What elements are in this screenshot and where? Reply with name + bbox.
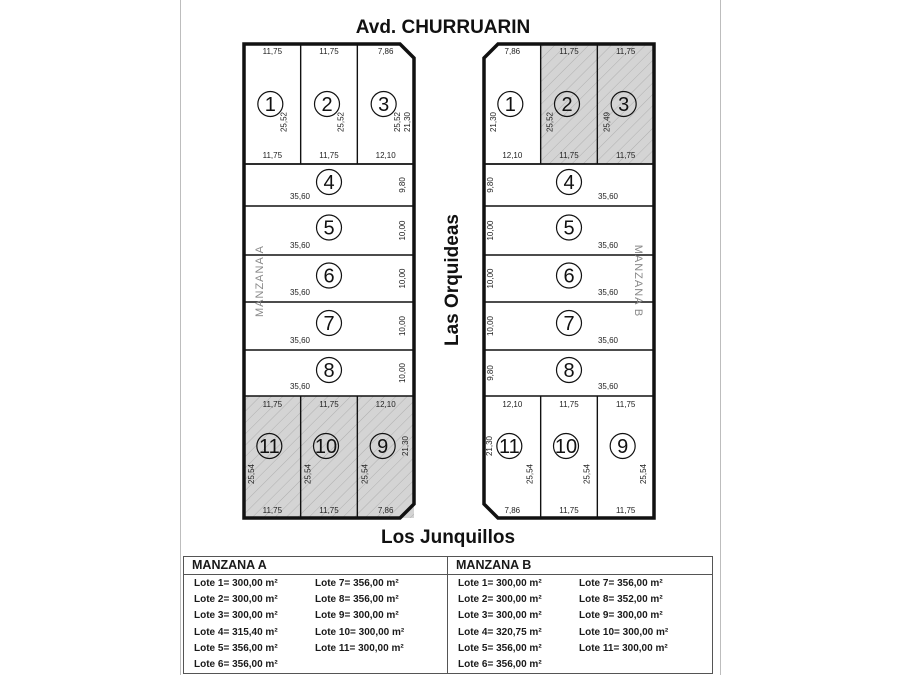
manzana-b-lot-11-side2-dim: 21,30 [485,435,494,457]
street-bottom-label: Los Junquillos [380,527,516,548]
manzana-b-lot-8-width-dim: 9,80 [486,365,495,381]
manzana-a-lot-3-top-dim: 7,86 [377,47,394,56]
street-top-label: Avd. CHURRUARIN [355,17,531,38]
legend-a-lot-area: Lote 7= 356,00 m² [315,578,399,589]
manzana-b-lot-3-bottom-dim: 11,75 [615,151,636,160]
manzana-b-lot-4-length-dim: 35,60 [597,192,619,201]
manzana-b-lot-9-badge [610,434,635,459]
manzana-a-lot-2-bottom-dim: 11,75 [319,151,339,160]
manzana-a-lot-7-badge-number: 7 [323,313,335,335]
manzana-b-lot-4 [486,170,619,202]
manzana-b-lot-11-side-dim: 25,54 [525,463,535,485]
manzana-a-lot-1-badge-number: 1 [264,94,276,116]
manzana-a-lot-3-badge-number: 3 [378,94,390,116]
manzana-b-lot-8-badge [557,358,582,383]
manzana-a-lot-8-length-dim: 35,60 [289,382,311,391]
manzana-a [244,44,414,518]
legend-manzana-a [184,557,448,673]
manzana-b-lot-2-side-dim: 25,52 [545,111,555,133]
manzana-a-lot-4-badge-number: 4 [323,172,335,194]
manzana-a-lot-4-badge [317,170,342,195]
manzana-b-lot-6-width-dim: 10,00 [486,268,495,289]
manzana-b-lot-3-top-dim: 11,75 [615,47,636,56]
manzana-b-lot-5-badge [557,215,582,240]
manzana-a-lot-7-length-dim: 35,60 [289,336,311,345]
manzana-a-lot-7-width-dim: 10,00 [398,315,407,337]
manzana-b-lot-10-side-dim: 25,54 [582,463,592,485]
manzana-a-lot-7-badge [317,311,342,336]
legend-a-lot-area: Lote 9= 300,00 m² [315,610,399,622]
manzana-a-lot-1 [258,47,289,160]
manzana-b-lot-6 [486,263,619,297]
manzana-a-lot-6-badge-number: 6 [323,265,335,288]
legend-b-lot-area: Lote 8= 352,00 m² [579,594,663,606]
manzana-a-label: MANZANA A [254,245,266,317]
manzana-b-lot-10-bottom-dim: 11,75 [559,506,579,515]
manzana-a-lot-9-side-dim: 25,54 [360,463,370,485]
manzana-b-lot-11-badge [497,434,522,459]
manzana-a-lot-10-badge [314,434,339,459]
manzana-b-lot-2 [541,44,598,164]
legend-b-lot-area: Lote 11= 300,00 m² [579,642,668,654]
legend-a-lot-area: Lote 2= 300,00 m² [194,594,278,606]
legend-a-lot-area: Lote 5= 356,00 m² [194,642,278,654]
manzana-b-lot-4-width-dim: 9,80 [486,177,495,193]
manzana-a-lot-7 [290,311,407,346]
manzana-b-lot-3 [597,44,654,164]
manzana-a-lot-2-top-dim: 11,75 [319,47,339,56]
legend-a-lot-area: Lote 6= 356,00 m² [194,659,278,670]
manzana-a-lot-11-side-dim: 25,54 [247,463,256,485]
manzana-b-lot-7-badge [557,311,582,336]
legend-a-lot-area: Lote 4= 315,40 m² [194,626,278,638]
manzana-a-lot-8-badge [317,358,342,383]
manzana-b-lot-1 [489,47,523,160]
legend-b-lot-area: Lote 5= 356,00 m² [458,642,542,654]
manzana-a-lot-6 [290,263,407,297]
manzana-a-lot-10-side-dim: 25,54 [303,463,313,485]
manzana-b-lot-11-bottom-dim: 7,86 [504,506,521,515]
manzana-a-lot-9-bottom-dim: 7,86 [377,506,394,515]
legend-a-title: MANZANA A [184,557,447,575]
manzana-a-lot-8-width-dim: 10,00 [398,362,407,384]
manzana-a-lot-1-side-dim: 25,52 [279,111,289,133]
manzana-a-lot-5-width-dim: 10,00 [398,220,407,241]
manzana-b-lot-5 [486,215,619,250]
manzana-b-lot-5-length-dim: 35,60 [597,241,619,250]
manzana-a-lot-5 [290,215,407,250]
manzana-a-lot-4 [290,170,407,202]
legend-b-lot-area: Lote 6= 356,00 m² [458,659,542,670]
manzana-b-lot-1-badge [498,92,523,117]
manzana-b-lot-5-width-dim: 10,00 [486,220,495,241]
manzana-a-lot-4-length-dim: 35,60 [289,192,311,201]
manzana-a-lot-9-badge-number: 9 [377,436,389,458]
manzana-b-lot-6-badge-number: 6 [563,265,575,288]
manzana-a-lot-11-top-dim: 11,75 [262,400,283,409]
legend-b-lot-area: Lote 3= 300,00 m² [458,610,542,622]
manzana-b-lot-8 [486,358,619,392]
street-center-label: Las Orquideas [442,214,463,346]
manzana-a-lot-5-length-dim: 35,60 [289,241,311,250]
manzana-a-lot-4-width-dim: 9,80 [398,177,407,193]
legend-b-lot-area: Lote 4= 320,75 m² [458,626,542,638]
manzana-b-lot-9 [610,400,648,515]
manzana-b-lot-4-badge [557,170,582,195]
manzana-a-lot-9 [357,396,414,518]
legend-a-lot-area: Lote 10= 300,00 m² [315,626,405,638]
manzana-b-lot-2-bottom-dim: 11,75 [559,151,579,160]
manzana-b-lot-1-bottom-dim: 12,10 [502,151,523,160]
manzana-a-lot-10 [301,396,358,518]
manzana-b-lot-9-top-dim: 11,75 [615,400,636,409]
manzana-a-lot-6-badge [317,263,342,288]
manzana-a-lot-1-top-dim: 11,75 [262,47,283,56]
manzana-a-lot-11 [244,396,301,518]
manzana-a-lot-3-side2-dim: 21,30 [403,111,412,133]
manzana-b-lot-5-badge-number: 5 [563,217,575,240]
manzana-b-lot-1-top-dim: 7,86 [504,47,521,56]
manzana-b-lot-6-badge [557,263,582,288]
manzana-a-lot-1-bottom-dim: 11,75 [262,151,283,160]
manzana-b-lot-11-badge-number: 11 [498,436,520,458]
manzana-b [484,44,654,518]
manzana-b-lot-11-top-dim: 12,10 [502,400,523,409]
manzana-a-lot-9-side2-dim: 21,30 [401,435,410,457]
legend-b-lot-area: Lote 1= 300,00 m² [458,578,542,589]
manzana-b-lot-10-badge [554,434,579,459]
manzana-b-lot-9-side-dim: 25,54 [639,463,648,485]
legend-a-lot-area: Lote 1= 300,00 m² [194,578,278,589]
manzana-a-lot-2 [315,47,346,160]
manzana-a-lot-11-badge [257,434,282,459]
legend-b-lot-area: Lote 9= 300,00 m² [579,610,663,622]
manzana-a-lot-10-badge-number: 10 [314,436,338,458]
manzana-b-lot-6-length-dim: 35,60 [597,288,619,297]
manzana-b-lot-2-top-dim: 11,75 [559,47,579,56]
legend-a-lot-area: Lote 3= 300,00 m² [194,610,278,622]
manzana-a-lot-9-top-dim: 12,10 [375,400,396,409]
manzana-b-lot-10-top-dim: 11,75 [559,400,579,409]
legend-b-lot-area: Lote 2= 300,00 m² [458,594,542,606]
manzana-b-lot-9-badge-number: 9 [617,436,629,458]
legend-b-lot-area: Lote 10= 300,00 m² [579,626,669,638]
manzana-a-lot-3-bottom-dim: 12,10 [375,151,396,160]
manzana-b-lot-3-badge-number: 3 [618,94,630,116]
manzana-b-lot-7-length-dim: 35,60 [597,336,619,345]
manzana-b-lot-11 [485,400,535,515]
manzana-a-lot-5-badge-number: 5 [323,217,335,240]
manzana-a-lot-8 [290,358,407,392]
manzana-b-lot-10 [554,400,592,515]
manzana-b-lot-8-badge-number: 8 [563,360,575,382]
legend-b-title: MANZANA B [448,557,712,575]
manzana-b-lot-7-badge-number: 7 [563,313,575,335]
legend-a-lot-area: Lote 8= 356,00 m² [315,594,399,606]
manzana-a-lot-5-badge [317,215,342,240]
manzana-b-lot-1-side-dim: 21,30 [489,111,498,133]
manzana-b-lot-4-badge-number: 4 [563,172,575,194]
manzana-b-lot-2-badge-number: 2 [561,94,573,116]
manzana-a-lot-11-badge-number: 11 [258,436,280,458]
manzana-a-lot-6-width-dim: 10,00 [398,268,407,289]
manzana-b-lot-8-length-dim: 35,60 [597,382,619,391]
manzana-a-lot-11-bottom-dim: 11,75 [262,506,283,515]
manzana-b-lot-9-bottom-dim: 11,75 [615,506,636,515]
manzana-a-lot-3 [371,47,412,160]
manzana-b-lot-1-badge-number: 1 [504,94,516,116]
manzana-b-lot-10-badge-number: 10 [554,436,578,458]
legend-a-lot-area: Lote 11= 300,00 m² [315,642,404,654]
legend-manzana-b [448,557,712,673]
manzana-b-lot-3-side-dim: 25,49 [602,111,612,133]
manzana-a-lot-6-length-dim: 35,60 [289,288,311,297]
areas-table [183,556,713,674]
manzana-b-lot-7-width-dim: 10,00 [486,315,495,337]
manzana-a-lot-10-bottom-dim: 11,75 [319,506,339,515]
manzana-a-lot-2-side-dim: 25,52 [336,111,346,133]
manzana-a-lot-10-top-dim: 11,75 [319,400,339,409]
manzana-a-lot-8-badge-number: 8 [323,360,335,382]
legend-b-lot-area: Lote 7= 356,00 m² [579,578,663,589]
manzana-b-label: MANZANA B [632,244,644,318]
manzana-a-lot-2-badge-number: 2 [321,94,333,116]
manzana-a-lot-3-side-dim: 25,52 [393,111,402,133]
manzana-b-lot-7 [486,311,619,346]
